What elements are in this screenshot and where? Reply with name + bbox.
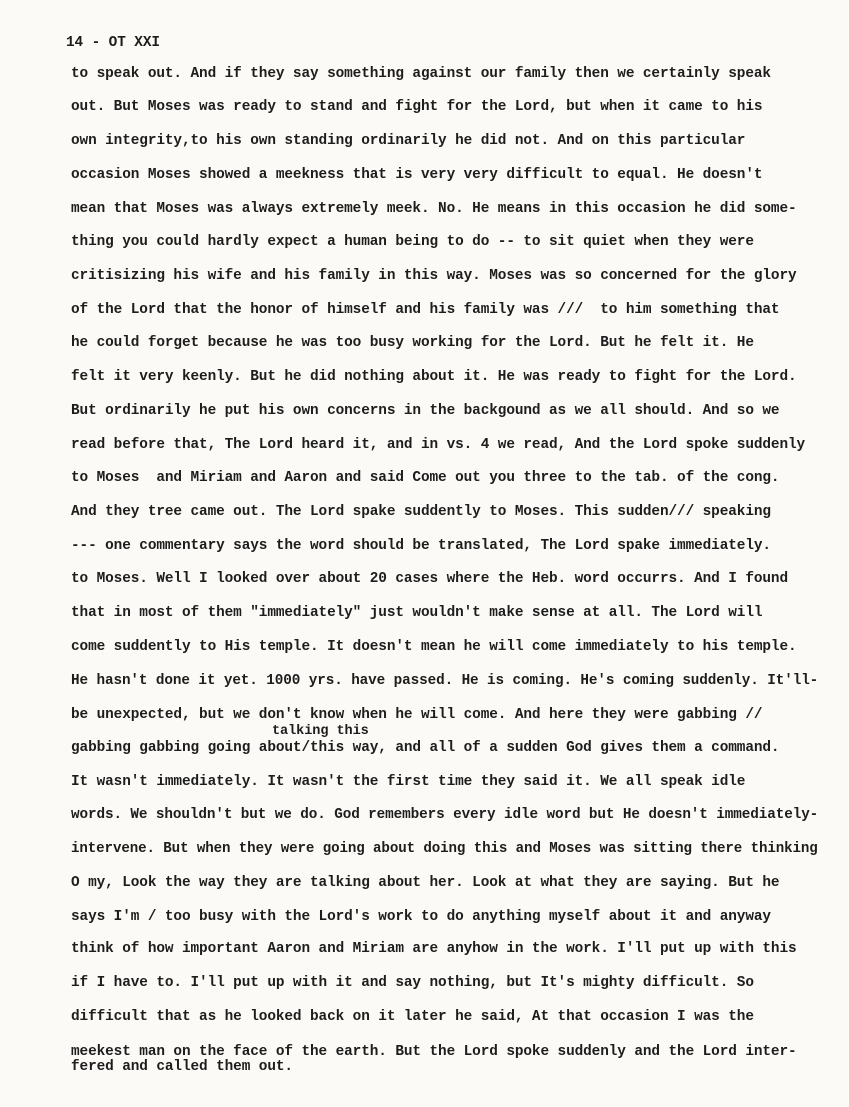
text-line-20: be unexpected, but we don't know when he will come. And here they were gabbing // — [71, 707, 763, 723]
text-line-31: fered and called them out. — [71, 1059, 293, 1075]
text-line-1: to speak out. And if they say something against our family then we certainly speak — [71, 66, 771, 82]
text-line-21: gabbing gabbing going about/this way, and all of a sudden God gives them a command. — [71, 740, 780, 756]
text-line-13: to Moses and Miriam and Aaron and said Come out you three to the tab. of the cong. — [71, 470, 780, 486]
text-line-18: come suddently to His temple. It doesn't mean he will come immediately to his temple. — [71, 639, 797, 655]
interlinear-insertion: talking this — [272, 724, 369, 739]
text-line-4: occasion Moses showed a meekness that is very very difficult to equal. He doesn't — [71, 167, 763, 183]
text-line-5: mean that Moses was always extremely meek. No. He means in this occasion he did some- — [71, 201, 797, 217]
text-line-11: But ordinarily he put his own concerns in the backgound as we all should. And so we — [71, 403, 780, 419]
text-line-9: he could forget because he was too busy working for the Lord. But he felt it. He — [71, 335, 754, 351]
text-line-6: thing you could hardly expect a human being to do -- to sit quiet when they were — [71, 234, 754, 250]
text-line-14: And they tree came out. The Lord spake suddently to Moses. This sudden/// speaking — [71, 504, 771, 520]
text-line-17: that in most of them "immediately" just wouldn't make sense at all. The Lord will — [71, 605, 763, 621]
text-line-12: read before that, The Lord heard it, and in vs. 4 we read, And the Lord spoke suddenly — [71, 437, 806, 453]
text-line-27: think of how important Aaron and Miriam are anyhow in the work. I'll put up with this — [71, 941, 797, 957]
text-line-30: meekest man on the face of the earth. But the Lord spoke suddenly and the Lord inter- — [71, 1044, 797, 1060]
text-line-26: says I'm / too busy with the Lord's work to do anything myself about it and anyway — [71, 909, 771, 925]
text-line-10: felt it very keenly. But he did nothing about it. He was ready to fight for the Lord. — [71, 369, 797, 385]
text-line-19: He hasn't done it yet. 1000 yrs. have passed. He is coming. He's coming suddenly. It'll- — [71, 673, 819, 689]
text-line-7: critisizing his wife and his family in this way. Moses was so concerned for the glory — [71, 268, 797, 284]
text-line-15: --- one commentary says the word should be translated, The Lord spake immediately. — [71, 538, 771, 554]
text-line-24: intervene. But when they were going about doing this and Moses was sitting there thinking — [71, 841, 818, 857]
text-line-8: of the Lord that the honor of himself and his family was /// to him something that — [71, 302, 780, 318]
text-line-2: out. But Moses was ready to stand and fight for the Lord, but when it came to his — [71, 99, 763, 115]
text-line-23: words. We shouldn't but we do. God remembers every idle word but He doesn't immediately- — [71, 807, 819, 823]
text-line-28: if I have to. I'll put up with it and say nothing, but It's mighty difficult. So — [71, 975, 754, 991]
text-line-22: It wasn't immediately. It wasn't the first time they said it. We all speak idle — [71, 774, 746, 790]
text-line-3: own integrity,to his own standing ordinarily he did not. And on this particular — [71, 133, 746, 149]
text-line-25: O my, Look the way they are talking about her. Look at what they are saying. But he — [71, 875, 780, 891]
page-header: 14 - OT XXI — [66, 35, 160, 51]
text-line-29: difficult that as he looked back on it later he said, At that occasion I was the — [71, 1009, 754, 1025]
text-line-16: to Moses. Well I looked over about 20 cases where the Heb. word occurrs. And I found — [71, 571, 789, 587]
